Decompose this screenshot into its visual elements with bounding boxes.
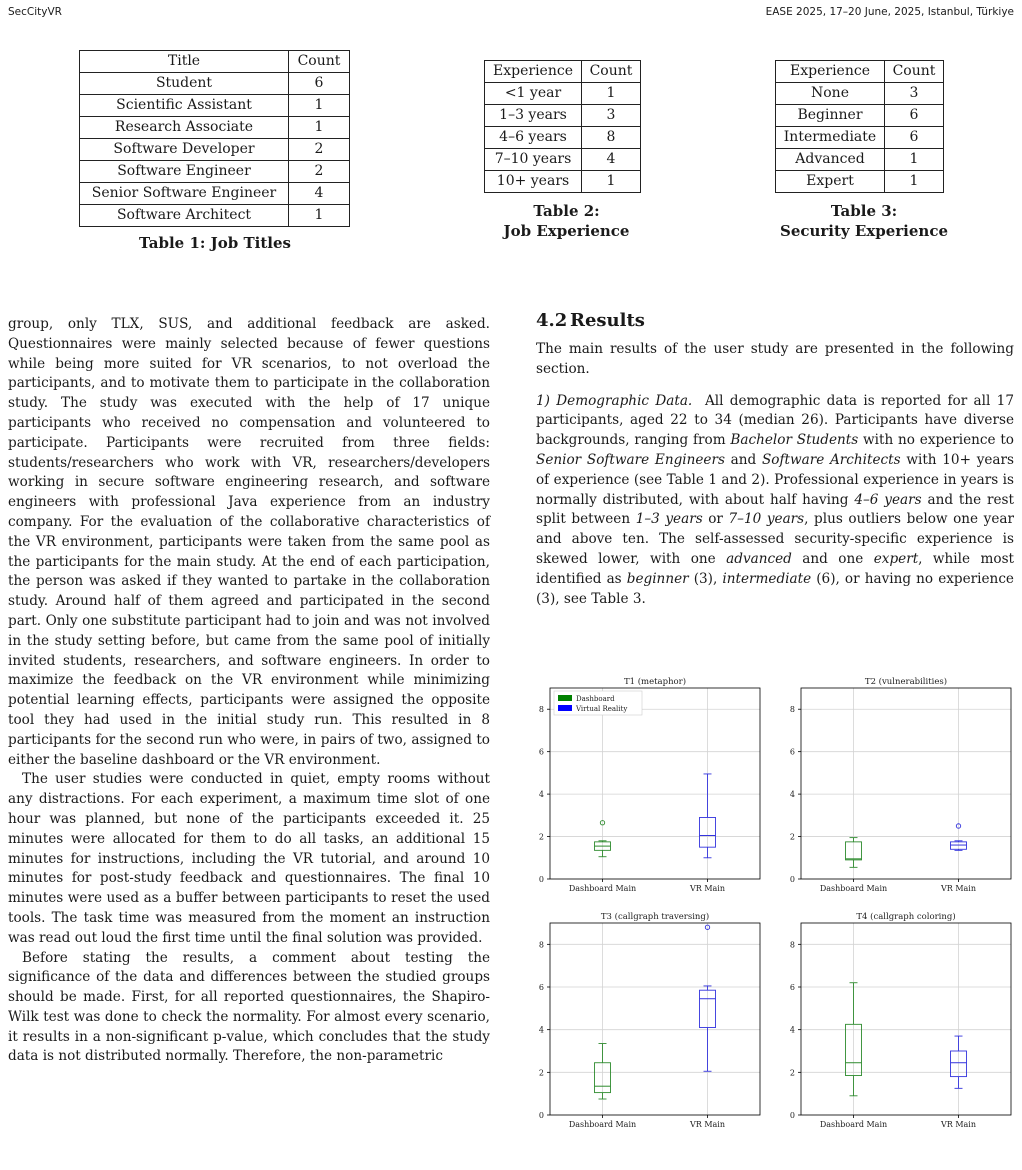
table-cell: <1 year <box>485 83 582 105</box>
table-row <box>80 95 350 117</box>
table-cell: 1 <box>289 205 350 227</box>
table-3-caption <box>775 201 953 241</box>
text-run: All demographic data is reported for all 17 participants, aged 22 to 34 (median 26). Participants have diverse backgrounds, ranging from <box>536 392 1014 449</box>
table-cell: 6 <box>885 105 944 127</box>
table-cell: 6 <box>885 127 944 149</box>
text-run: and <box>724 451 762 468</box>
y-tick-label: 2 <box>789 1068 795 1078</box>
emphasis-text: beginner <box>626 570 689 587</box>
table-cell: Research Associate <box>80 117 289 139</box>
boxplot-svg <box>520 660 1020 1165</box>
text-run: , plus outliers below one year and above ten. The self-assessed security-specific experience is skewed lower, with one <box>536 511 1014 567</box>
table-cell: 1 <box>582 83 641 105</box>
y-tick-label: 4 <box>538 1025 544 1035</box>
emphasis-text: 4–6 years <box>854 491 922 508</box>
table-cell: Scientific Assistant <box>80 95 289 117</box>
table-cell: Software Developer <box>80 139 289 161</box>
demographic-paragraph <box>536 392 1014 610</box>
table-header-row <box>776 61 944 83</box>
emphasis-text: Bachelor Students <box>730 432 859 449</box>
x-tick-label: Dashboard Main <box>568 1120 637 1129</box>
y-tick-label: 8 <box>538 705 544 715</box>
plot-title: T4 (callgraph coloring) <box>856 912 956 922</box>
table-cell: Software Engineer <box>80 161 289 183</box>
x-tick-label: Dashboard Main <box>568 884 637 893</box>
boxplot-panel <box>539 911 760 1129</box>
x-tick-label: VR Main <box>689 884 726 893</box>
table-cell: Beginner <box>776 105 885 127</box>
table-cell: Expert <box>776 171 885 193</box>
table-2-caption <box>484 201 649 241</box>
table-cell: Student <box>80 73 289 95</box>
y-tick-label: 8 <box>789 705 795 715</box>
text-run: (3), <box>688 570 723 587</box>
table-cell: Software Architect <box>80 205 289 227</box>
table-caption-text: Table 1: Job Titles <box>139 234 291 252</box>
emphasis-text: 1–3 years <box>635 511 703 528</box>
table-row <box>80 139 350 161</box>
table-cell: 7–10 years <box>485 149 582 171</box>
y-tick-label: 6 <box>789 747 795 757</box>
text-run: and the rest split between <box>536 491 1014 528</box>
y-tick-label: 4 <box>538 790 544 800</box>
table-cell: Senior Software Engineer <box>80 183 289 205</box>
x-tick-label: VR Main <box>940 1120 977 1129</box>
emphasis-text: Software Architects <box>761 451 901 468</box>
plot-frame <box>550 923 760 1115</box>
table-caption-text: Table 2: <box>533 202 600 220</box>
plot-legend <box>554 691 642 715</box>
boxplot-panel <box>539 676 760 893</box>
y-tick-label: 6 <box>538 747 544 757</box>
table-header-cell: Experience <box>776 61 885 83</box>
table-header-row <box>485 61 641 83</box>
y-tick-label: 8 <box>789 940 795 950</box>
x-tick-label: VR Main <box>940 884 977 893</box>
plot-title: T3 (callgraph traversing) <box>600 912 710 922</box>
table-header-row <box>80 51 350 73</box>
legend-label: Virtual Reality <box>576 705 628 713</box>
plot-title: T1 (metaphor) <box>623 677 687 687</box>
y-tick-label: 2 <box>538 1068 544 1078</box>
table-row <box>776 127 944 149</box>
boxplot-panel <box>790 676 1011 893</box>
legend-swatch <box>558 695 572 701</box>
x-tick-label: Dashboard Main <box>819 1120 888 1129</box>
table-row <box>80 161 350 183</box>
paragraph-heading: 1) Demographic Data. <box>536 392 693 409</box>
y-tick-label: 4 <box>789 790 795 800</box>
emphasis-text: advanced <box>726 550 792 567</box>
table-caption-text: Security Experience <box>779 222 949 240</box>
table-row <box>80 117 350 139</box>
table-row <box>485 83 641 105</box>
table-cell: 2 <box>289 161 350 183</box>
table-cell: Intermediate <box>776 127 885 149</box>
y-tick-label: 0 <box>789 1111 795 1120</box>
emphasis-text: intermediate <box>722 570 812 587</box>
y-tick-label: 4 <box>789 1025 795 1035</box>
legend-swatch <box>558 705 572 711</box>
text-run: with 10+ years of experience (see Table 1 and 2). Professional experience in years is normally distributed, with about half having <box>536 451 1014 508</box>
table-cell: 2 <box>289 139 350 161</box>
table-row <box>485 105 641 127</box>
emphasis-text: 7–10 years <box>728 511 805 528</box>
table-row <box>80 183 350 205</box>
plot-frame <box>801 688 1011 879</box>
table-cell: 10+ years <box>485 171 582 193</box>
table-security-experience <box>775 60 944 193</box>
left-column <box>8 315 490 1067</box>
table-cell: 8 <box>582 127 641 149</box>
table-cell: 1 <box>289 95 350 117</box>
running-header-right: EASE 2025, 17–20 June, 2025, Istanbul, Türkiye <box>765 6 1014 18</box>
text-run: and one <box>791 550 874 567</box>
body-paragraph: The user studies were conducted in quiet, empty rooms without any distractions. For each experiment, a maximum time slot of one hour was planned, but none of the participants exceeded it. 25 minutes were allocated for them to do all tasks, an additional 15 minutes for instructions, including the VR tutorial, and around 10 minutes for post-study feedback and questionnaires. The final 10 minutes were used as a buffer between participants to reset the used tools. The task time was measured from the moment an instruction was read out loud the first time until the final solution was provided. <box>8 771 490 946</box>
table-cell: 3 <box>582 105 641 127</box>
legend-label: Dashboard <box>576 695 615 703</box>
table-caption-text: Table 3: <box>830 202 898 220</box>
running-header <box>8 6 1014 20</box>
table-cell: None <box>776 83 885 105</box>
table-header-cell: Experience <box>485 61 582 83</box>
plot-title: T2 (vulnerabilities) <box>864 677 948 687</box>
table-job-experience <box>484 60 641 193</box>
emphasis-text: Senior Software Engineers <box>536 451 725 468</box>
table-cell: 1–3 years <box>485 105 582 127</box>
table-cell: 6 <box>289 73 350 95</box>
table-cell: 3 <box>885 83 944 105</box>
table-job-titles <box>79 50 350 227</box>
y-tick-label: 2 <box>538 832 544 842</box>
body-paragraph: group, only TLX, SUS, and additional feedback are asked. Questionnaires were mainly selected because of fewer questions while being more suited for VR scenarios, to not overload the participants, and to motivate them to participate in the collaboration study. The study was executed with the help of 17 unique participants who received no compensation and volunteered to participate. Participants were recruited from three fields: students/researchers who work with VR, researchers/developers working in secure software engineering research, and software engineers with professional Java experience from an industry company. For the evaluation of the collaborative characteristics of the VR environment, participants were taken from the same pool as the participants for the main study. At the end of each participation, the person was asked if they wanted to partake in the collaboration study. Around half of them agreed and participated in the second part. Only one substitute participant had to join and was not involved in the study setting before, but came from the same pool of initially invited students, researchers, and software engineers. In order to maximize the feedback on the VR environment while minimizing potential learning effects, participants were assigned the opposite tool they had used in the initial study run. This resulted in 8 participants for the second run who were, in pairs of two, assigned to either the baseline dashboard or the VR environment. <box>8 316 490 768</box>
y-tick-label: 0 <box>538 1111 544 1120</box>
table-row <box>776 83 944 105</box>
running-header-left: SecCityVR <box>8 6 62 18</box>
table-row <box>776 149 944 171</box>
y-tick-label: 8 <box>538 940 544 950</box>
table-header-cell: Title <box>80 51 289 73</box>
table-cell: 1 <box>885 149 944 171</box>
y-tick-label: 6 <box>538 983 544 992</box>
body-paragraph: Before stating the results, a comment about testing the significance of the data and differences between the studied groups should be made. First, for all reported questionnaires, the Shapiro-Wilk test was done to check the normality. For almost every scenario, it results in a non-significant p-value, which concludes that the study data is not distributed normally. Therefore, the non-parametric <box>8 949 490 1065</box>
y-tick-label: 2 <box>789 832 795 842</box>
table-caption-text: Job Experience <box>503 222 630 240</box>
table-row <box>80 205 350 227</box>
text-run: (6), or having no experience (3), see Table 3. <box>536 570 1014 607</box>
table-row <box>485 127 641 149</box>
y-tick-label: 0 <box>538 875 544 884</box>
x-tick-label: Dashboard Main <box>819 884 888 893</box>
table-cell: 1 <box>582 171 641 193</box>
text-run: with no experience to <box>858 432 1014 449</box>
table-row <box>776 171 944 193</box>
plot-frame <box>550 688 760 879</box>
text-run: , while most identified as <box>536 550 1015 587</box>
section-title: Results <box>570 310 645 331</box>
table-header-cell: Count <box>582 61 641 83</box>
emphasis-text: expert <box>873 550 919 567</box>
body-paragraph: The main results of the user study are presented in the following section. <box>536 341 1014 377</box>
table-row <box>485 149 641 171</box>
table-cell: 4 <box>289 183 350 205</box>
table-row <box>80 73 350 95</box>
table-row <box>776 105 944 127</box>
table-row <box>485 171 641 193</box>
plot-frame <box>801 923 1011 1115</box>
table-header-cell: Count <box>289 51 350 73</box>
section-number: 4.2 <box>536 310 568 331</box>
boxplot-figure <box>520 660 1020 1165</box>
table-cell: 1 <box>885 171 944 193</box>
boxplot-panel <box>790 911 1011 1129</box>
table-cell: 4 <box>582 149 641 171</box>
table-cell: 1 <box>289 117 350 139</box>
y-tick-label: 6 <box>789 983 795 992</box>
table-cell: Advanced <box>776 149 885 171</box>
x-tick-label: VR Main <box>689 1120 726 1129</box>
y-tick-label: 0 <box>789 875 795 884</box>
table-header-cell: Count <box>885 61 944 83</box>
table-1-caption <box>79 233 351 253</box>
section-heading <box>536 308 1014 334</box>
text-run: or <box>702 511 729 528</box>
table-cell: 4–6 years <box>485 127 582 149</box>
right-column <box>536 308 1014 609</box>
